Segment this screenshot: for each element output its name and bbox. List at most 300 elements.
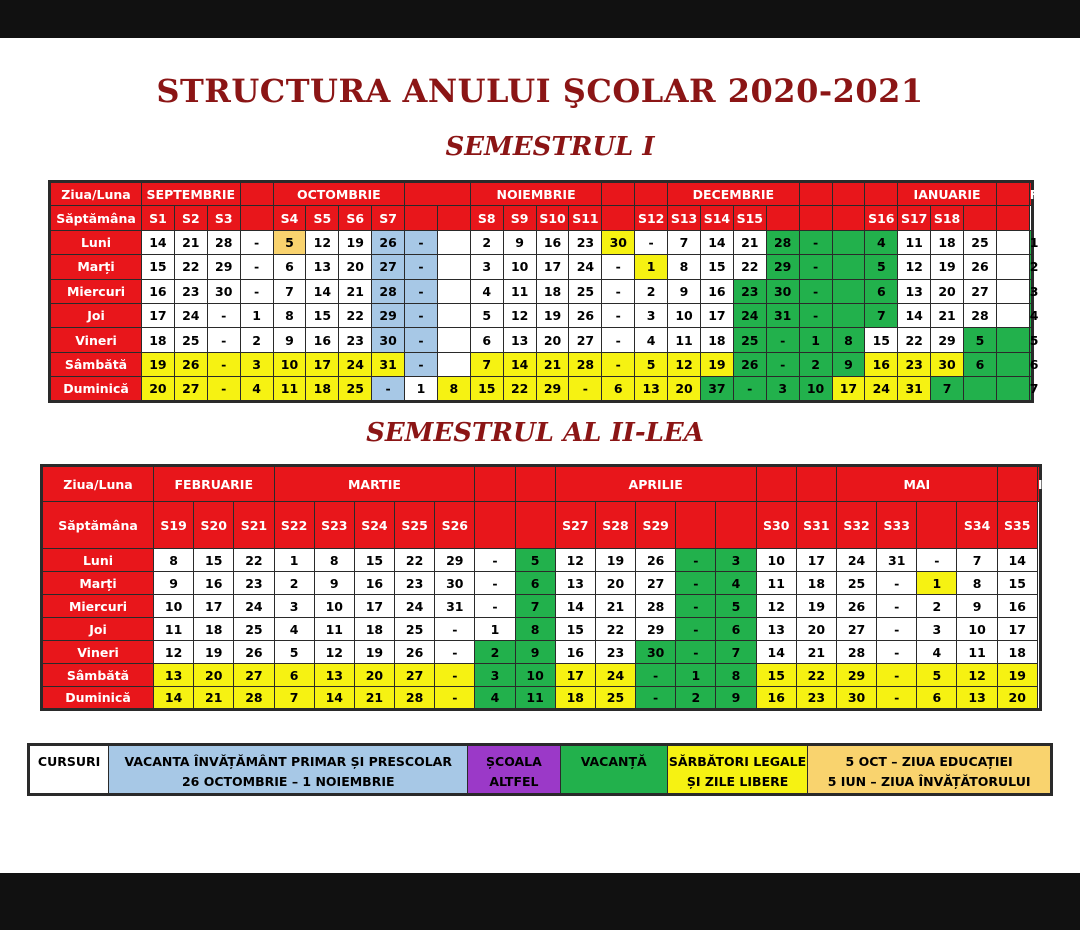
calendar-cell: 26 bbox=[569, 303, 602, 327]
week-header: S3 bbox=[207, 206, 240, 230]
calendar-cell: 26 bbox=[964, 255, 997, 279]
calendar-cell: 16 bbox=[306, 328, 339, 352]
week-header-row bbox=[42, 502, 1041, 549]
calendar-cell: - bbox=[405, 255, 438, 279]
calendar-cell: - bbox=[877, 641, 917, 664]
calendar-cell: 27 bbox=[395, 664, 435, 687]
week-header: S24 bbox=[354, 502, 394, 549]
week-header bbox=[405, 206, 438, 230]
calendar-cell: 16 bbox=[536, 230, 569, 254]
calendar-cell: 1 bbox=[475, 618, 515, 641]
month-header bbox=[475, 466, 515, 502]
calendar-cell: 2 bbox=[470, 230, 503, 254]
calendar-cell: 7 bbox=[515, 595, 555, 618]
calendar-cell: 10 bbox=[154, 595, 194, 618]
calendar-cell: 12 bbox=[957, 664, 997, 687]
calendar-cell: 17 bbox=[142, 303, 175, 327]
week-header: S22 bbox=[274, 502, 314, 549]
calendar-cell: 29 bbox=[372, 303, 405, 327]
week-header: S30 bbox=[756, 502, 796, 549]
month-header bbox=[865, 182, 898, 206]
calendar-cell bbox=[996, 328, 1029, 352]
calendar-cell: 28 bbox=[836, 641, 876, 664]
calendar-cell: 3 bbox=[1029, 279, 1032, 303]
calendar-cell bbox=[996, 352, 1029, 376]
calendar-cell: 11 bbox=[154, 618, 194, 641]
month-header bbox=[996, 182, 1029, 206]
calendar-cell: 5 bbox=[917, 664, 957, 687]
calendar-cell: - bbox=[635, 230, 668, 254]
calendar-cell: 9 bbox=[515, 641, 555, 664]
week-header: S20 bbox=[194, 502, 234, 549]
day-label: Marți bbox=[50, 255, 142, 279]
calendar-cell: 19 bbox=[142, 352, 175, 376]
week-header bbox=[964, 206, 997, 230]
calendar-cell: 7 bbox=[865, 303, 898, 327]
calendar-cell: 20 bbox=[194, 664, 234, 687]
calendar-cell: - bbox=[877, 572, 917, 595]
calendar-cell: - bbox=[405, 328, 438, 352]
calendar-cell: 25 bbox=[964, 230, 997, 254]
calendar-cell: - bbox=[435, 618, 475, 641]
calendar-cell: 29 bbox=[536, 377, 569, 401]
week-header bbox=[240, 206, 273, 230]
calendar-cell: 23 bbox=[234, 572, 274, 595]
week-header bbox=[602, 206, 635, 230]
calendar-cell: 5 bbox=[515, 549, 555, 572]
week-header: S33 bbox=[877, 502, 917, 549]
calendar-cell: - bbox=[475, 595, 515, 618]
month-header: DECEMBRIE bbox=[668, 182, 800, 206]
calendar-cell: 1 bbox=[405, 377, 438, 401]
legend-zile-line2: 5 IUN – ZIUA ÎNVĂȚĂTORULUI bbox=[827, 774, 1031, 789]
calendar-cell: 16 bbox=[354, 572, 394, 595]
calendar-cell: 27 bbox=[569, 328, 602, 352]
calendar-cell: 25 bbox=[733, 328, 766, 352]
calendar-cell: 26 bbox=[733, 352, 766, 376]
calendar-cell: 5 bbox=[716, 595, 756, 618]
week-header: S11 bbox=[569, 206, 602, 230]
calendar-cell: 22 bbox=[174, 255, 207, 279]
calendar-cell: 23 bbox=[339, 328, 372, 352]
calendar-cell: 18 bbox=[997, 641, 1037, 664]
calendar-cell: 28 bbox=[234, 687, 274, 710]
week-header bbox=[515, 502, 555, 549]
calendar-cell: 23 bbox=[733, 279, 766, 303]
calendar-cell: - bbox=[877, 687, 917, 710]
month-header: IUNIE bbox=[1037, 466, 1040, 502]
calendar-cell: - bbox=[733, 377, 766, 401]
calendar-cell: 7 bbox=[470, 352, 503, 376]
calendar-cell: 19 bbox=[354, 641, 394, 664]
calendar-cell: - bbox=[676, 595, 716, 618]
calendar-cell: 5 bbox=[274, 641, 314, 664]
calendar-cell: 7 bbox=[273, 279, 306, 303]
calendar-cell: 26 bbox=[372, 230, 405, 254]
week-header: S4 bbox=[273, 206, 306, 230]
day-label: Sâmbătă bbox=[42, 664, 154, 687]
month-header: OCTOMBRIE bbox=[273, 182, 405, 206]
calendar-cell: 25 bbox=[569, 279, 602, 303]
calendar-cell: 26 bbox=[836, 595, 876, 618]
calendar-cell: 6 bbox=[964, 352, 997, 376]
calendar-cell: - bbox=[636, 687, 676, 710]
month-header bbox=[796, 466, 836, 502]
calendar-cell: - bbox=[676, 641, 716, 664]
calendar-cell: - bbox=[207, 303, 240, 327]
calendar-cell: 5 bbox=[865, 255, 898, 279]
calendar-cell: 20 bbox=[354, 664, 394, 687]
calendar-cell: 25 bbox=[595, 687, 635, 710]
calendar-cell: 9 bbox=[314, 572, 354, 595]
week-header bbox=[832, 206, 865, 230]
calendar-cell: 6 bbox=[470, 328, 503, 352]
calendar-cell: - bbox=[435, 664, 475, 687]
calendar-cell: 19 bbox=[700, 352, 733, 376]
calendar-cell: 18 bbox=[354, 618, 394, 641]
day-row bbox=[50, 377, 1033, 401]
calendar-cell: 17 bbox=[700, 303, 733, 327]
calendar-cell: 7 bbox=[274, 687, 314, 710]
week-header: S7 bbox=[372, 206, 405, 230]
week-header: S23 bbox=[314, 502, 354, 549]
calendar-cell: 16 bbox=[142, 279, 175, 303]
week-header: S1 bbox=[142, 206, 175, 230]
calendar-cell bbox=[996, 279, 1029, 303]
semester-1-title: SEMESTRUL I bbox=[445, 132, 655, 162]
week-header-row bbox=[50, 206, 1033, 230]
calendar-cell: 18 bbox=[194, 618, 234, 641]
day-label: Marți bbox=[42, 572, 154, 595]
calendar-cell: 19 bbox=[339, 230, 372, 254]
calendar-cell: - bbox=[475, 549, 515, 572]
calendar-cell: 11 bbox=[668, 328, 701, 352]
calendar-cell: - bbox=[636, 664, 676, 687]
calendar-cell: 25 bbox=[234, 618, 274, 641]
calendar-cell: 5 bbox=[964, 328, 997, 352]
calendar-cell bbox=[437, 352, 470, 376]
calendar-cell: 15 bbox=[756, 664, 796, 687]
calendar-cell: 2 bbox=[240, 328, 273, 352]
calendar-cell: 20 bbox=[931, 279, 964, 303]
week-header bbox=[676, 502, 716, 549]
calendar-cell: 27 bbox=[234, 664, 274, 687]
week-header: S31 bbox=[796, 502, 836, 549]
calendar-cell bbox=[832, 230, 865, 254]
week-header: S25 bbox=[395, 502, 435, 549]
calendar-cell: 5 bbox=[1029, 328, 1032, 352]
calendar-cell: - bbox=[405, 230, 438, 254]
calendar-cell: 2 bbox=[475, 641, 515, 664]
calendar-cell: - bbox=[799, 303, 832, 327]
calendar-cell: 8 bbox=[957, 572, 997, 595]
calendar-cell: 23 bbox=[174, 279, 207, 303]
calendar-cell: 17 bbox=[194, 595, 234, 618]
day-row bbox=[42, 595, 1041, 618]
calendar-cell: 3 bbox=[716, 549, 756, 572]
legend-scoala-altfel-line1: ȘCOALA bbox=[486, 754, 542, 769]
calendar-cell: 12 bbox=[756, 595, 796, 618]
week-header: S32 bbox=[836, 502, 876, 549]
week-header: S34 bbox=[957, 502, 997, 549]
week-header: S6 bbox=[339, 206, 372, 230]
calendar-cell: 19 bbox=[194, 641, 234, 664]
calendar-cell: 4 bbox=[475, 687, 515, 710]
calendar-cell: 29 bbox=[766, 255, 799, 279]
calendar-cell: 24 bbox=[733, 303, 766, 327]
calendar-cell: 27 bbox=[174, 377, 207, 401]
week-header: S2 bbox=[174, 206, 207, 230]
calendar-cell: 31 bbox=[372, 352, 405, 376]
day-row bbox=[42, 641, 1041, 664]
calendar-cell: 11 bbox=[756, 572, 796, 595]
calendar-cell: 19 bbox=[997, 664, 1037, 687]
week-header: S35 bbox=[997, 502, 1037, 549]
calendar-cell: 30 bbox=[636, 641, 676, 664]
calendar-cell: 28 bbox=[964, 303, 997, 327]
calendar-cell: 24 bbox=[395, 595, 435, 618]
calendar-cell: 26 bbox=[636, 549, 676, 572]
calendar-cell: 5 bbox=[273, 230, 306, 254]
calendar-cell: 22 bbox=[395, 549, 435, 572]
calendar-cell: 13 bbox=[503, 328, 536, 352]
day-label: Vineri bbox=[50, 328, 142, 352]
day-row bbox=[50, 352, 1033, 376]
week-header: S9 bbox=[503, 206, 536, 230]
calendar-cell: 11 bbox=[957, 641, 997, 664]
page-title: STRUCTURA ANULUI ŞCOLAR 2020-2021 bbox=[156, 72, 924, 110]
calendar-cell: 10 bbox=[503, 255, 536, 279]
calendar-cell: 21 bbox=[931, 303, 964, 327]
calendar-cell: 18 bbox=[700, 328, 733, 352]
calendar-cell: 2 bbox=[274, 572, 314, 595]
calendar-cell: 10 bbox=[515, 664, 555, 687]
calendar-cell: 20 bbox=[997, 687, 1037, 710]
calendar-cell: - bbox=[602, 328, 635, 352]
calendar-cell: 17 bbox=[796, 549, 836, 572]
day-row bbox=[50, 279, 1033, 303]
calendar-cell: 26 bbox=[234, 641, 274, 664]
calendar-cell: 21 bbox=[536, 352, 569, 376]
calendar-cell: 7 bbox=[957, 549, 997, 572]
calendar-cell: 22 bbox=[796, 664, 836, 687]
month-header: MAI bbox=[836, 466, 997, 502]
legend-cursuri bbox=[29, 745, 109, 795]
calendar-cell: 1 bbox=[799, 328, 832, 352]
calendar-cell: 9 bbox=[716, 687, 756, 710]
legend-vacanta-primar-line2: 26 OCTOMBRIE – 1 NOIEMBRIE bbox=[181, 774, 395, 789]
calendar-cell: 14 bbox=[555, 595, 595, 618]
calendar-cell: 14 bbox=[898, 303, 931, 327]
calendar-cell: 22 bbox=[339, 303, 372, 327]
calendar-cell: 24 bbox=[339, 352, 372, 376]
calendar-cell: 21 bbox=[194, 687, 234, 710]
calendar-cell: 4 bbox=[917, 641, 957, 664]
month-header: SEPTEMBRIE bbox=[142, 182, 241, 206]
calendar-cell: 5 bbox=[635, 352, 668, 376]
calendar-cell bbox=[996, 230, 1029, 254]
calendar-cell: 13 bbox=[635, 377, 668, 401]
calendar-cell: 20 bbox=[595, 572, 635, 595]
calendar-cell: 17 bbox=[306, 352, 339, 376]
month-header bbox=[602, 182, 635, 206]
day-label: Miercuri bbox=[42, 595, 154, 618]
calendar-cell: 7 bbox=[716, 641, 756, 664]
calendar-cell: 1 bbox=[635, 255, 668, 279]
calendar-cell: 4 bbox=[470, 279, 503, 303]
day-row bbox=[50, 230, 1033, 254]
month-header bbox=[515, 466, 555, 502]
calendar-cell: 21 bbox=[733, 230, 766, 254]
legend bbox=[27, 743, 1053, 796]
calendar-cell: 22 bbox=[595, 618, 635, 641]
calendar-cell: 28 bbox=[372, 279, 405, 303]
calendar-cell: - bbox=[602, 352, 635, 376]
calendar-cell: - bbox=[372, 377, 405, 401]
calendar-cell: 18 bbox=[931, 230, 964, 254]
legend-sarbatori bbox=[667, 745, 807, 795]
calendar-cell: 20 bbox=[796, 618, 836, 641]
calendar-cell: - bbox=[435, 641, 475, 664]
calendar-cell: 23 bbox=[796, 687, 836, 710]
week-header: S16 bbox=[865, 206, 898, 230]
calendar-cell: - bbox=[676, 572, 716, 595]
month-header bbox=[240, 182, 273, 206]
calendar-cell: 11 bbox=[314, 618, 354, 641]
week-header: S28 bbox=[595, 502, 635, 549]
calendar-cell: 3 bbox=[274, 595, 314, 618]
calendar-cell: 31 bbox=[877, 549, 917, 572]
day-label: Duminică bbox=[50, 377, 142, 401]
header-saptamana: Săptămâna bbox=[50, 206, 142, 230]
month-header: IANUARIE bbox=[898, 182, 997, 206]
calendar-cell: 10 bbox=[799, 377, 832, 401]
legend-zile-line1: 5 OCT – ZIUA EDUCAȚIEI bbox=[845, 754, 1013, 769]
calendar-cell: - bbox=[877, 618, 917, 641]
calendar-cell: - bbox=[602, 255, 635, 279]
calendar-cell: - bbox=[877, 664, 917, 687]
week-header: S15 bbox=[733, 206, 766, 230]
calendar-cell: 30 bbox=[207, 279, 240, 303]
calendar-cell: 27 bbox=[964, 279, 997, 303]
calendar-cell: 11 bbox=[515, 687, 555, 710]
calendar-cell: 1 bbox=[917, 572, 957, 595]
week-header bbox=[716, 502, 756, 549]
bottom-black-bar bbox=[0, 873, 1080, 930]
header-ziua-luna: Ziua/Luna bbox=[50, 182, 142, 206]
calendar-cell: 9 bbox=[668, 279, 701, 303]
day-label: Miercuri bbox=[50, 279, 142, 303]
calendar-cell: 8 bbox=[668, 255, 701, 279]
day-row bbox=[50, 328, 1033, 352]
calendar-cell: 3 bbox=[475, 664, 515, 687]
calendar-cell: 13 bbox=[314, 664, 354, 687]
calendar-cell: 10 bbox=[273, 352, 306, 376]
calendar-cell bbox=[832, 255, 865, 279]
semester-2-title: SEMESTRUL AL II-LEA bbox=[366, 418, 704, 448]
calendar-cell: 22 bbox=[898, 328, 931, 352]
calendar-cell: 2 bbox=[1029, 255, 1032, 279]
calendar-cell: 15 bbox=[354, 549, 394, 572]
month-header: FEBRUARIE bbox=[154, 466, 275, 502]
legend-zile-speciale bbox=[808, 745, 1052, 795]
calendar-cell: - bbox=[569, 377, 602, 401]
day-row bbox=[42, 549, 1041, 572]
calendar-cell: 15 bbox=[194, 549, 234, 572]
calendar-cell: 19 bbox=[536, 303, 569, 327]
calendar-cell: 25 bbox=[836, 572, 876, 595]
calendar-cell bbox=[832, 279, 865, 303]
calendar-cell: 5 bbox=[470, 303, 503, 327]
calendar-cell: 3 bbox=[635, 303, 668, 327]
calendar-cell: 24 bbox=[174, 303, 207, 327]
day-row bbox=[42, 664, 1041, 687]
month-header bbox=[997, 466, 1037, 502]
calendar-cell: 20 bbox=[536, 328, 569, 352]
calendar-cell: 8 bbox=[437, 377, 470, 401]
calendar-cell: 30 bbox=[836, 687, 876, 710]
week-header bbox=[475, 502, 515, 549]
calendar-cell: - bbox=[475, 572, 515, 595]
month-header bbox=[799, 182, 832, 206]
calendar-cell: 12 bbox=[503, 303, 536, 327]
week-header: S17 bbox=[898, 206, 931, 230]
calendar-cell: 27 bbox=[372, 255, 405, 279]
calendar-cell: 16 bbox=[700, 279, 733, 303]
calendar-cell: 26 bbox=[395, 641, 435, 664]
header-ziua-luna: Ziua/Luna bbox=[42, 466, 154, 502]
calendar-cell: 13 bbox=[898, 279, 931, 303]
week-header: S13 bbox=[668, 206, 701, 230]
calendar-cell: 9 bbox=[154, 572, 194, 595]
week-header: S19 bbox=[154, 502, 194, 549]
calendar-cell: 21 bbox=[354, 687, 394, 710]
calendar-cell: - bbox=[240, 279, 273, 303]
day-label: Joi bbox=[50, 303, 142, 327]
calendar-cell bbox=[437, 279, 470, 303]
calendar-cell: 31 bbox=[898, 377, 931, 401]
calendar-cell: - bbox=[405, 303, 438, 327]
legend-sarbatori-line2: ȘI ZILE LIBERE bbox=[686, 774, 789, 789]
calendar-cell: 18 bbox=[306, 377, 339, 401]
calendar-cell bbox=[437, 230, 470, 254]
calendar-cell: 20 bbox=[339, 255, 372, 279]
calendar-cell: 3 bbox=[470, 255, 503, 279]
calendar-cell: 21 bbox=[339, 279, 372, 303]
calendar-cell: 29 bbox=[207, 255, 240, 279]
calendar-cell: 12 bbox=[555, 549, 595, 572]
calendar-cell: - bbox=[676, 618, 716, 641]
month-header-row bbox=[42, 466, 1041, 502]
calendar-cell: 16 bbox=[865, 352, 898, 376]
calendar-cell: 25 bbox=[174, 328, 207, 352]
month-header: MARTIE bbox=[274, 466, 475, 502]
calendar-cell: 24 bbox=[569, 255, 602, 279]
calendar-cell: - bbox=[207, 377, 240, 401]
calendar-cell: 24 bbox=[865, 377, 898, 401]
calendar-cell: 13 bbox=[555, 572, 595, 595]
legend-vacanta bbox=[560, 745, 667, 795]
calendar-cell: 3 bbox=[240, 352, 273, 376]
day-row bbox=[42, 687, 1041, 710]
calendar-cell bbox=[832, 303, 865, 327]
day-row bbox=[50, 255, 1033, 279]
calendar-cell: 6 bbox=[273, 255, 306, 279]
calendar-cell: 10 bbox=[957, 618, 997, 641]
calendar-cell: 30 bbox=[435, 572, 475, 595]
calendar-cell: - bbox=[799, 255, 832, 279]
calendar-cell: 16 bbox=[997, 595, 1037, 618]
